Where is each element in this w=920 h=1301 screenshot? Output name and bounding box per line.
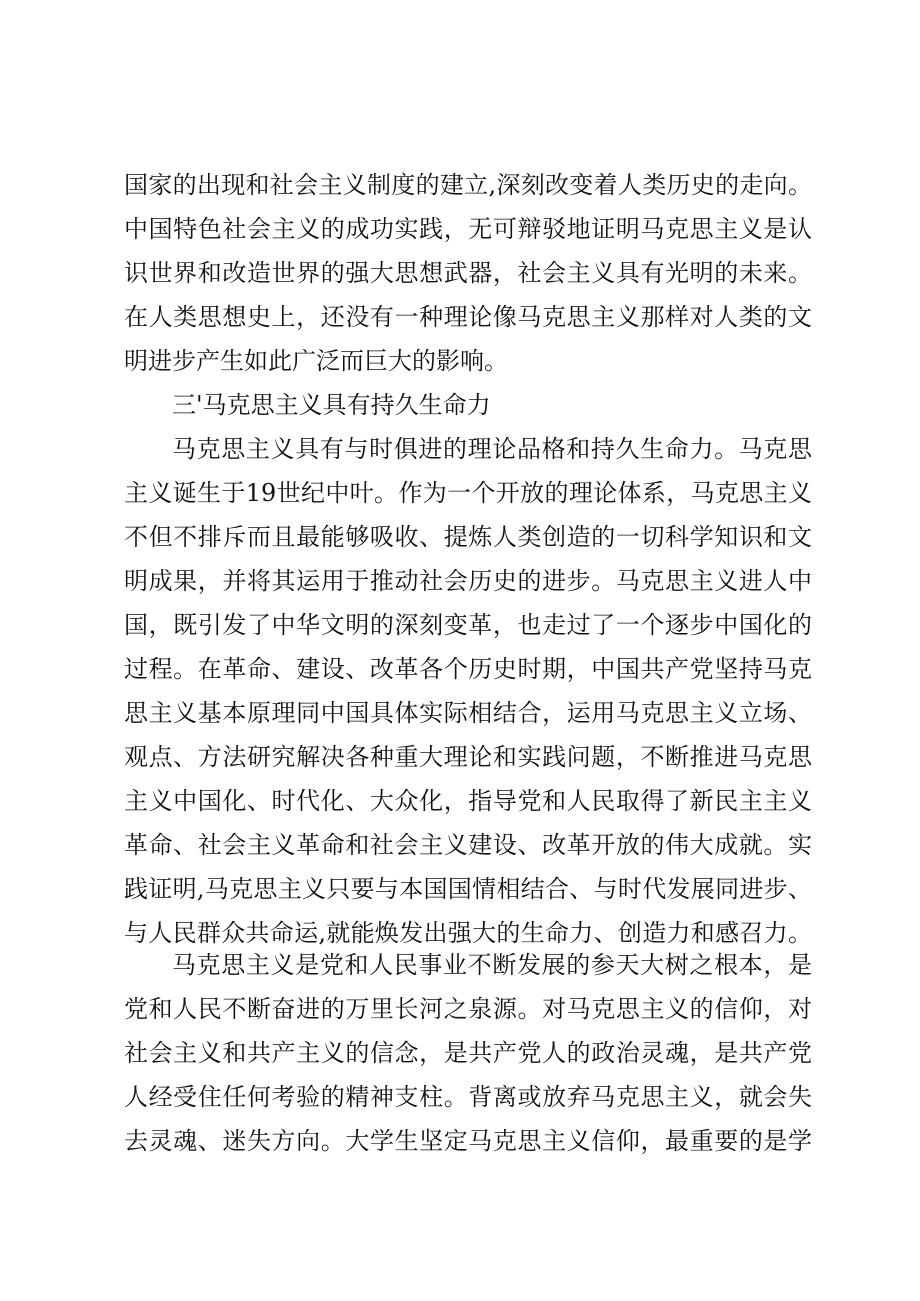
paragraph-2-line: 国，既引发了中华文明的深刻变革，也走过了一个逐步中国化的 (124, 611, 812, 639)
paragraph-3-line: 党和人民不断奋进的万里长河之泉源。对马克思主义的信仰，对 (124, 995, 812, 1023)
paragraph-2-line: 过程。在革命、建设、改革各个历史时期，中国共产党坚持马克 (124, 655, 812, 683)
paragraph-1-line: 明进步产生如此广泛而巨大的影响。 (124, 347, 508, 375)
paragraph-1-line: 识世界和改造世界的强大思想武器，社会主义具有光明的未来。 (124, 259, 812, 287)
paragraph-3-line: 马克思主义是党和人民事业不断发展的参天大树之根本，是 (172, 951, 812, 979)
paragraph-2-line: 马克思主义具有与时俱进的理论品格和持久生命力。马克思 (172, 435, 812, 463)
paragraph-1-line: 国家的出现和社会主义制度的建立,深刻改变着人类历史的走向。 (124, 171, 812, 199)
paragraph-2-line: 践证明,马克思主义只要与本国国情相结合、与时代发展同进步、 (124, 875, 812, 903)
paragraph-3-line: 社会主义和共产主义的信念，是共产党人的政治灵魂，是共产党 (124, 1039, 812, 1067)
paragraph-2-line: 主义中国化、时代化、大众化，指导党和人民取得了新民主主义 (124, 787, 812, 815)
paragraph-2-line: 革命、社会主义革命和社会主义建设、改革开放的伟大成就。实 (124, 831, 812, 859)
paragraph-2 (124, 427, 812, 955)
paragraph-1 (124, 163, 812, 383)
paragraph-2-line: 不但不排斥而且最能够吸收、提炼人类创造的一切科学知识和文 (124, 523, 812, 551)
paragraph-2-line: 主义诞生于19世纪中叶。作为一个开放的理论体系，马克思主义 (124, 479, 812, 507)
paragraph-1-line: 在人类思想史上，还没有一种理论像马克思主义那样对人类的文 (124, 303, 812, 331)
paragraph-2-line: 思主义基本原理同中国具体实际相结合，运用马克思主义立场、 (124, 699, 812, 727)
paragraph-3-line: 人经受住任何考验的精神支柱。背离或放弃马克思主义，就会失 (124, 1083, 812, 1111)
paragraph-3-line: 去灵魂、迷失方向。大学生坚定马克思主义信仰，最重要的是学 (124, 1127, 812, 1155)
paragraph-2-line: 与人民群众共命运,就能焕发出强大的生命力、创造力和感召力。 (124, 919, 812, 947)
section-heading-block (124, 383, 812, 427)
paragraph-2-line: 明成果，并将其运用于推动社会历史的进步。马克思主义进人中 (124, 567, 812, 595)
paragraph-3 (124, 943, 812, 1163)
paragraph-1-line: 中国特色社会主义的成功实践，无可辩驳地证明马克思主义是认 (124, 215, 812, 243)
paragraph-2-line: 观点、方法研究解决各种重大理论和实践问题，不断推进马克思 (124, 743, 812, 771)
section-heading: 三'马克思主义具有持久生命力 (172, 391, 491, 419)
